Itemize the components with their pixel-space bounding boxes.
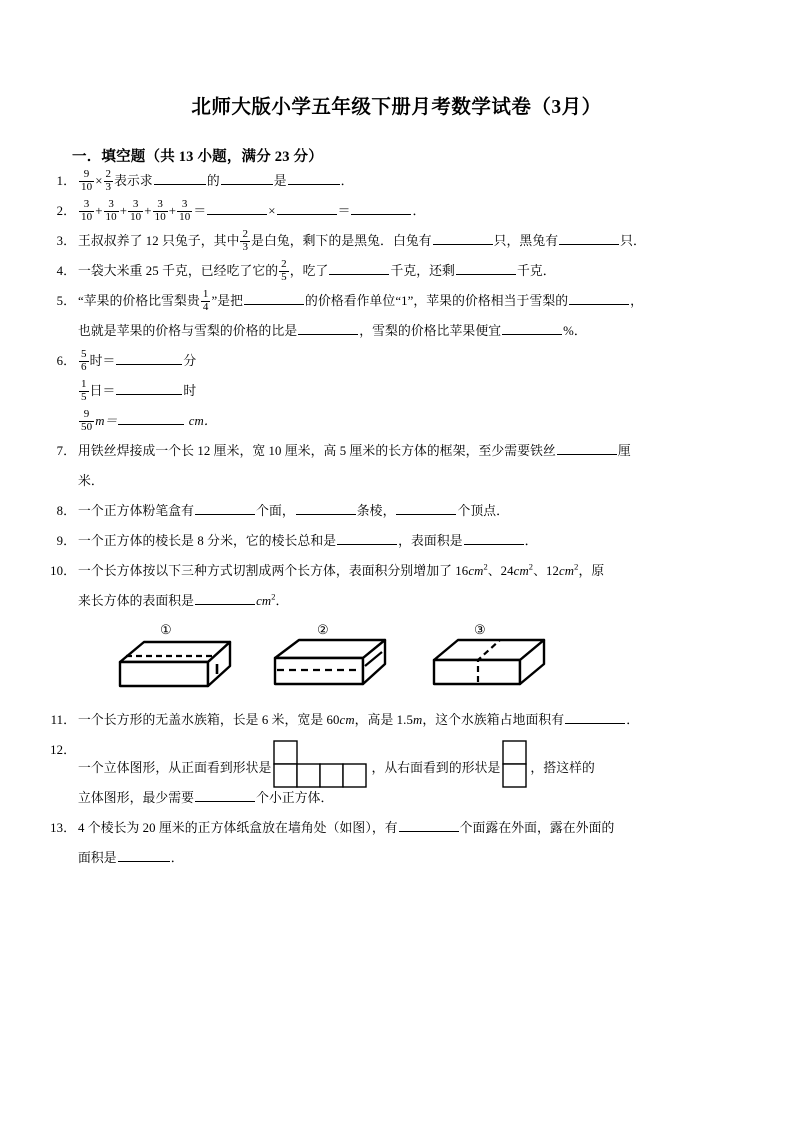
- answer-blank[interactable]: [569, 293, 629, 306]
- question-13: [0, 813, 793, 873]
- answer-blank[interactable]: [296, 503, 356, 516]
- q13-line2-a: 面积是: [78, 851, 117, 866]
- answer-blank[interactable]: [456, 263, 516, 276]
- answer-blank[interactable]: [207, 203, 267, 216]
- question-11: [0, 705, 793, 735]
- question-1: [0, 166, 793, 196]
- q12-text-a: 一个立体图形，从正面看到形状是: [78, 761, 272, 776]
- question-7-line-1: [78, 436, 741, 466]
- q3-text-a: 王叔叔养了 12 只兔子，其中: [78, 234, 240, 249]
- times-symbol: ×: [95, 174, 103, 189]
- answer-blank[interactable]: [337, 533, 397, 546]
- answer-blank[interactable]: [565, 712, 625, 725]
- question-6-sub-1: [78, 346, 741, 376]
- q12-line2-b: 个小正方体．: [256, 791, 334, 806]
- question-2: [0, 196, 793, 226]
- question-1-body: [78, 166, 741, 196]
- question-number: 4．: [56, 264, 76, 279]
- answer-blank[interactable]: [195, 790, 255, 803]
- q4-text-b: ，吃了: [289, 264, 329, 279]
- question-9: [0, 526, 793, 556]
- right-view-shape: [502, 740, 528, 788]
- question-number: 9．: [56, 534, 76, 549]
- q8-text-b: 个面，: [256, 504, 295, 519]
- q5-line2-c: %．: [563, 324, 587, 339]
- q10-text-c: 、12: [533, 564, 560, 579]
- q1-text-2: 的: [206, 174, 220, 189]
- plus-symbol: +: [119, 204, 128, 219]
- question-number: 1．: [56, 174, 76, 189]
- q12-text-c: ，搭这样的: [530, 761, 595, 776]
- question-number: 8．: [56, 504, 76, 519]
- answer-blank[interactable]: [116, 383, 182, 396]
- question-12: [0, 735, 793, 813]
- cuboid-2-label: ②: [317, 622, 329, 638]
- question-number: 13．: [50, 821, 76, 836]
- q4-text-c: 千克，还剩: [390, 264, 455, 279]
- plus-symbol: +: [144, 204, 152, 219]
- question-10: [0, 556, 793, 616]
- fraction-3-10: $\frac{3}{10}$: [105, 198, 117, 224]
- answer-blank[interactable]: [116, 353, 182, 366]
- question-number: 3．: [56, 234, 76, 249]
- answer-blank[interactable]: [351, 203, 411, 216]
- fraction-9-50: $\frac{9}{50}$: [81, 408, 93, 434]
- question-10-line-2: [78, 586, 741, 616]
- answer-blank[interactable]: [329, 263, 389, 276]
- question-list: [0, 166, 793, 873]
- plus-symbol: +: [168, 204, 177, 219]
- fraction-3-10: $\frac{3}{10}$: [130, 198, 142, 224]
- question-3-body: [78, 226, 741, 256]
- page-title: 北师大版小学五年级下册月考数学试卷（3月）: [191, 97, 602, 118]
- q1-text-1: 表示求: [114, 174, 153, 189]
- answer-blank[interactable]: [557, 443, 617, 456]
- q8-text-d: 个顶点．: [457, 504, 510, 519]
- question-12-line-2: [78, 783, 741, 813]
- question-13-line-2: [78, 843, 741, 873]
- question-6: [0, 346, 793, 436]
- q13-line2-b: ．: [170, 851, 184, 866]
- q5-text-a: “苹果的价格比雪梨贵: [78, 294, 200, 309]
- answer-blank[interactable]: [433, 233, 493, 246]
- q6-sub3-b: cm．: [188, 414, 217, 429]
- answer-blank[interactable]: [396, 503, 456, 516]
- front-view-shape: [273, 740, 369, 788]
- q1-text-3: 是: [273, 174, 287, 189]
- cuboid-2-cell: [269, 620, 404, 703]
- question-3: [0, 226, 793, 256]
- q6-sub1-b: 分: [183, 354, 197, 369]
- right-view-icon: [502, 740, 528, 788]
- q3-text-c: 只，黑兔有: [493, 234, 559, 249]
- answer-blank[interactable]: [464, 533, 524, 546]
- question-number: 11．: [50, 713, 76, 728]
- q4-text-d: 千克．: [516, 264, 556, 279]
- question-4-body: [78, 256, 741, 286]
- q9-text-a: 一个正方体的棱长是 8 分米，它的棱长总和是: [78, 534, 337, 549]
- fraction-9-10: $\frac{9}{10}$: [81, 168, 93, 194]
- q10-text-a: 一个长方体按以下三种方式切割成两个长方体，表面积分别增加了 16: [78, 564, 469, 579]
- section-heading: 一．填空题（共 13 小题，满分 23 分）: [72, 149, 323, 166]
- front-view-icon: [273, 740, 369, 788]
- q5-line2-b: ，雪梨的价格比苹果便宜: [359, 324, 502, 339]
- question-number: 7．: [56, 444, 76, 459]
- answer-blank[interactable]: [298, 323, 358, 336]
- question-8-body: [78, 496, 741, 526]
- q3-text-d: 只．: [620, 234, 646, 249]
- q6-sub3-a: m＝: [95, 414, 118, 429]
- q6-sub2-b: 时: [183, 384, 197, 399]
- q12-line2-a: 立体图形，最少需要: [78, 791, 195, 806]
- q11-unit-1: cm: [339, 713, 355, 728]
- cuboid-3-icon: [426, 620, 561, 698]
- question-13-line-1: [78, 813, 741, 843]
- cuboid-1-cell: [112, 620, 247, 703]
- q4-text-a: 一袋大米重 25 千克，已经吃了它的: [78, 264, 279, 279]
- question-2-body: [78, 196, 741, 226]
- times-symbol: ×: [268, 204, 276, 219]
- q6-sub1-a: 时＝: [89, 354, 116, 369]
- q5-text-b: ”是把: [211, 294, 244, 309]
- q11-text-b: ，高是 1.5: [354, 713, 413, 728]
- answer-blank[interactable]: [288, 173, 340, 186]
- q10-text-b: 、24: [487, 564, 514, 579]
- question-6-sub-3: [78, 406, 741, 436]
- q10-text-d: ，原: [578, 564, 605, 579]
- cuboid-1-icon: [112, 620, 247, 698]
- q10-line2-exp: 2: [271, 592, 276, 603]
- q9-text-c: ．: [524, 534, 538, 549]
- q13-text-b: 个面露在外面，露在外面的: [459, 821, 615, 836]
- answer-blank[interactable]: [195, 503, 255, 516]
- q10-exp-2: 2: [528, 562, 534, 573]
- fraction-3-10: $\frac{3}{10}$: [179, 198, 191, 224]
- fraction-1-5: $\frac{1}{5}$: [81, 378, 87, 404]
- question-12-line-1: [78, 735, 741, 783]
- q10-unit-2: cm: [513, 564, 529, 579]
- q5-line2-a: 也就是苹果的价格与雪梨的价格的比是: [78, 324, 298, 339]
- q9-text-b: ，表面积是: [398, 534, 463, 549]
- answer-blank[interactable]: [221, 173, 273, 186]
- question-5-line-1: [78, 286, 741, 316]
- q5-text-d: ，: [630, 294, 644, 309]
- fraction-2-3: $\frac{2}{3}$: [242, 228, 249, 254]
- q7-text-a: 用铁丝焊接成一个长 12 厘米，宽 10 厘米，高 5 厘米的长方体的框架，至少需要铁丝: [78, 444, 556, 459]
- fraction-2-5: $\frac{2}{5}$: [281, 258, 287, 284]
- question-11-body: [78, 705, 741, 735]
- q11-text-d: ．: [626, 713, 640, 728]
- q10-unit-3: cm: [559, 564, 575, 579]
- cuboid-3-label: ③: [474, 622, 486, 638]
- q10-line2-b: ．: [275, 594, 289, 609]
- answer-blank[interactable]: [559, 233, 619, 246]
- fraction-3-10: $\frac{3}{10}$: [81, 198, 93, 224]
- plus-symbol: +: [95, 204, 103, 219]
- q7-line2: 米．: [78, 474, 104, 489]
- question-6-sub-2: [78, 376, 741, 406]
- answer-blank[interactable]: [277, 203, 337, 216]
- q8-text-a: 一个正方体粉笔盒有: [78, 504, 195, 519]
- question-7-line-2: [78, 466, 741, 496]
- equals-symbol: ＝: [337, 204, 351, 219]
- equals-symbol: ＝: [193, 204, 207, 219]
- q6-sub2-a: 日＝: [89, 384, 116, 399]
- question-10-line-1: [78, 556, 741, 586]
- answer-blank[interactable]: [195, 593, 255, 606]
- q10-line2-a: 来长方体的表面积是: [78, 594, 195, 609]
- q12-text-b: ，从右面看到的形状是: [371, 761, 501, 776]
- question-number: 5．: [56, 294, 76, 309]
- cuboid-3-cell: [426, 620, 561, 703]
- question-5: [0, 286, 793, 346]
- period: ．: [412, 204, 426, 219]
- question-number: 6．: [56, 354, 76, 369]
- q11-text-c: ，这个水族箱占地面积有: [422, 713, 565, 728]
- q13-text-a: 4 个棱长为 20 厘米的正方体纸盒放在墙角处（如图），有: [78, 821, 398, 836]
- cuboid-figure-group: [112, 620, 793, 703]
- q10-unit-1: cm: [468, 564, 484, 579]
- q8-text-c: 条棱，: [356, 504, 396, 519]
- answer-blank[interactable]: [118, 413, 184, 426]
- question-number: 12．: [50, 743, 76, 758]
- question-7: [0, 436, 793, 496]
- question-4: [0, 256, 793, 286]
- q10-line2-unit: cm: [256, 594, 272, 609]
- question-number: 2．: [56, 204, 76, 219]
- q7-text-b: 厘: [617, 444, 631, 459]
- fraction-1-4: $\frac{1}{4}$: [202, 288, 209, 314]
- answer-blank[interactable]: [502, 323, 562, 336]
- cuboid-1-label: ①: [160, 622, 172, 638]
- fraction-5-6: $\frac{5}{6}$: [81, 348, 87, 374]
- fraction-3-10: $\frac{3}{10}$: [154, 198, 166, 224]
- fraction-2-3: $\frac{2}{3}$: [105, 168, 112, 194]
- question-9-body: [78, 526, 741, 556]
- q10-exp-3: 2: [574, 562, 579, 573]
- q3-text-b: 是白兔，剩下的是黑兔．白兔有: [251, 234, 432, 249]
- q5-text-c: 的价格看作单位“1”，苹果的价格相当于雪梨的: [305, 294, 569, 309]
- q11-text-a: 一个长方形的无盖水族箱，长是 6 米，宽是 60: [78, 713, 340, 728]
- q1-text-4: ．: [340, 174, 354, 189]
- answer-blank[interactable]: [244, 293, 304, 306]
- question-8: [0, 496, 793, 526]
- answer-blank[interactable]: [154, 173, 206, 186]
- answer-blank[interactable]: [118, 850, 170, 863]
- question-number: 10．: [50, 564, 76, 579]
- question-5-line-2: [78, 316, 741, 346]
- q10-exp-1: 2: [483, 562, 488, 573]
- q11-unit-2: m: [412, 713, 423, 728]
- cuboid-2-icon: [269, 620, 404, 698]
- answer-blank[interactable]: [399, 820, 459, 833]
